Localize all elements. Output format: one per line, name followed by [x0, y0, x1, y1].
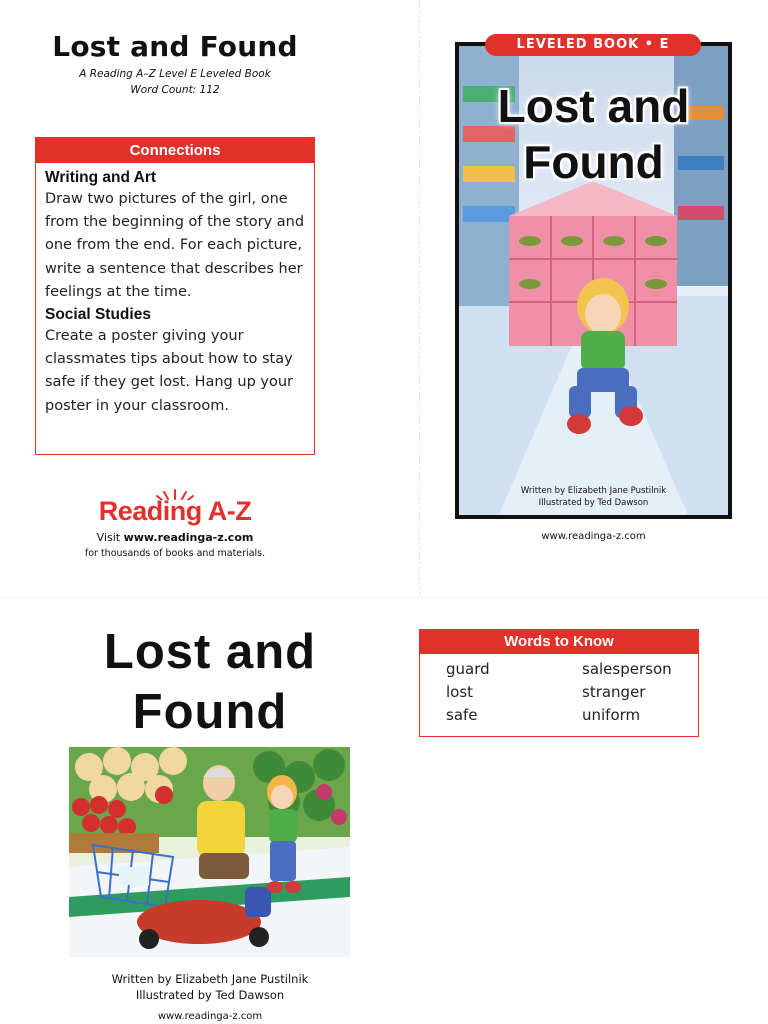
title-page-title-line2: Found — [132, 685, 288, 739]
words-to-know-box — [419, 629, 699, 737]
visit-note: for thousands of books and materials. — [84, 548, 266, 559]
cover-illustrated-by: Illustrated by Ted Dawson — [538, 498, 649, 508]
cover-title — [459, 78, 728, 190]
title-page-illustrated-by: Illustrated by Ted Dawson — [135, 988, 285, 1002]
connections-heading-writing: Writing and Art — [45, 169, 157, 186]
cover-frame — [455, 42, 732, 519]
leveled-book-banner: LEVELED BOOK • E — [485, 34, 701, 56]
word-item: stranger — [582, 683, 646, 701]
cover-illustration — [459, 46, 728, 515]
title-page-title — [40, 622, 380, 742]
word-item: guard — [446, 660, 490, 678]
back-title: Lost and Found — [52, 30, 298, 63]
visit-prefix: Visit — [96, 531, 121, 544]
cover-written-by: Written by Elizabeth Jane Pustilnik — [520, 486, 667, 496]
word-count: Word Count: 112 — [130, 84, 220, 96]
visit-url[interactable]: www.readinga-z.com — [123, 531, 254, 544]
connections-header: Connections — [36, 138, 314, 163]
word-item: salesperson — [582, 660, 672, 678]
connections-body-writing: Draw two pictures of the girl, one from the beginning of the story and one from the end. For each picture, write a sentence that describes her feelings at the time. — [45, 191, 305, 300]
reading-az-logo — [0, 488, 350, 527]
cover-title-line1: Lost and — [497, 80, 690, 132]
logo-text: Reading A-Z — [98, 496, 252, 526]
word-item: lost — [446, 683, 474, 701]
word-item: uniform — [582, 706, 641, 724]
title-page-illustration — [69, 747, 350, 957]
connections-box — [35, 137, 315, 455]
title-page-url[interactable]: www.readinga-z.com — [157, 1011, 263, 1022]
fold-line-vertical — [419, 0, 420, 595]
words-to-know-header: Words to Know — [420, 630, 698, 654]
back-subtitle: A Reading A–Z Level E Leveled Book — [79, 68, 271, 80]
cover-title-line2: Found — [523, 136, 664, 188]
title-page-credits — [60, 971, 360, 1003]
grocery-scene-icon — [69, 747, 350, 957]
title-page-title-line1: Lost and — [103, 625, 317, 679]
fold-line-horizontal — [0, 597, 768, 598]
connections-body-social: Create a poster giving your classmates tips about how to stay safe if they get lost. Hang up your poster in your classroom. — [45, 328, 293, 414]
word-item: safe — [446, 706, 478, 724]
connections-heading-social: Social Studies — [45, 306, 151, 324]
cover-url[interactable]: www.readinga-z.com — [541, 531, 646, 542]
cover-credits — [459, 485, 728, 509]
visit-line — [0, 531, 350, 544]
title-page-written-by: Written by Elizabeth Jane Pustilnik — [111, 972, 309, 986]
